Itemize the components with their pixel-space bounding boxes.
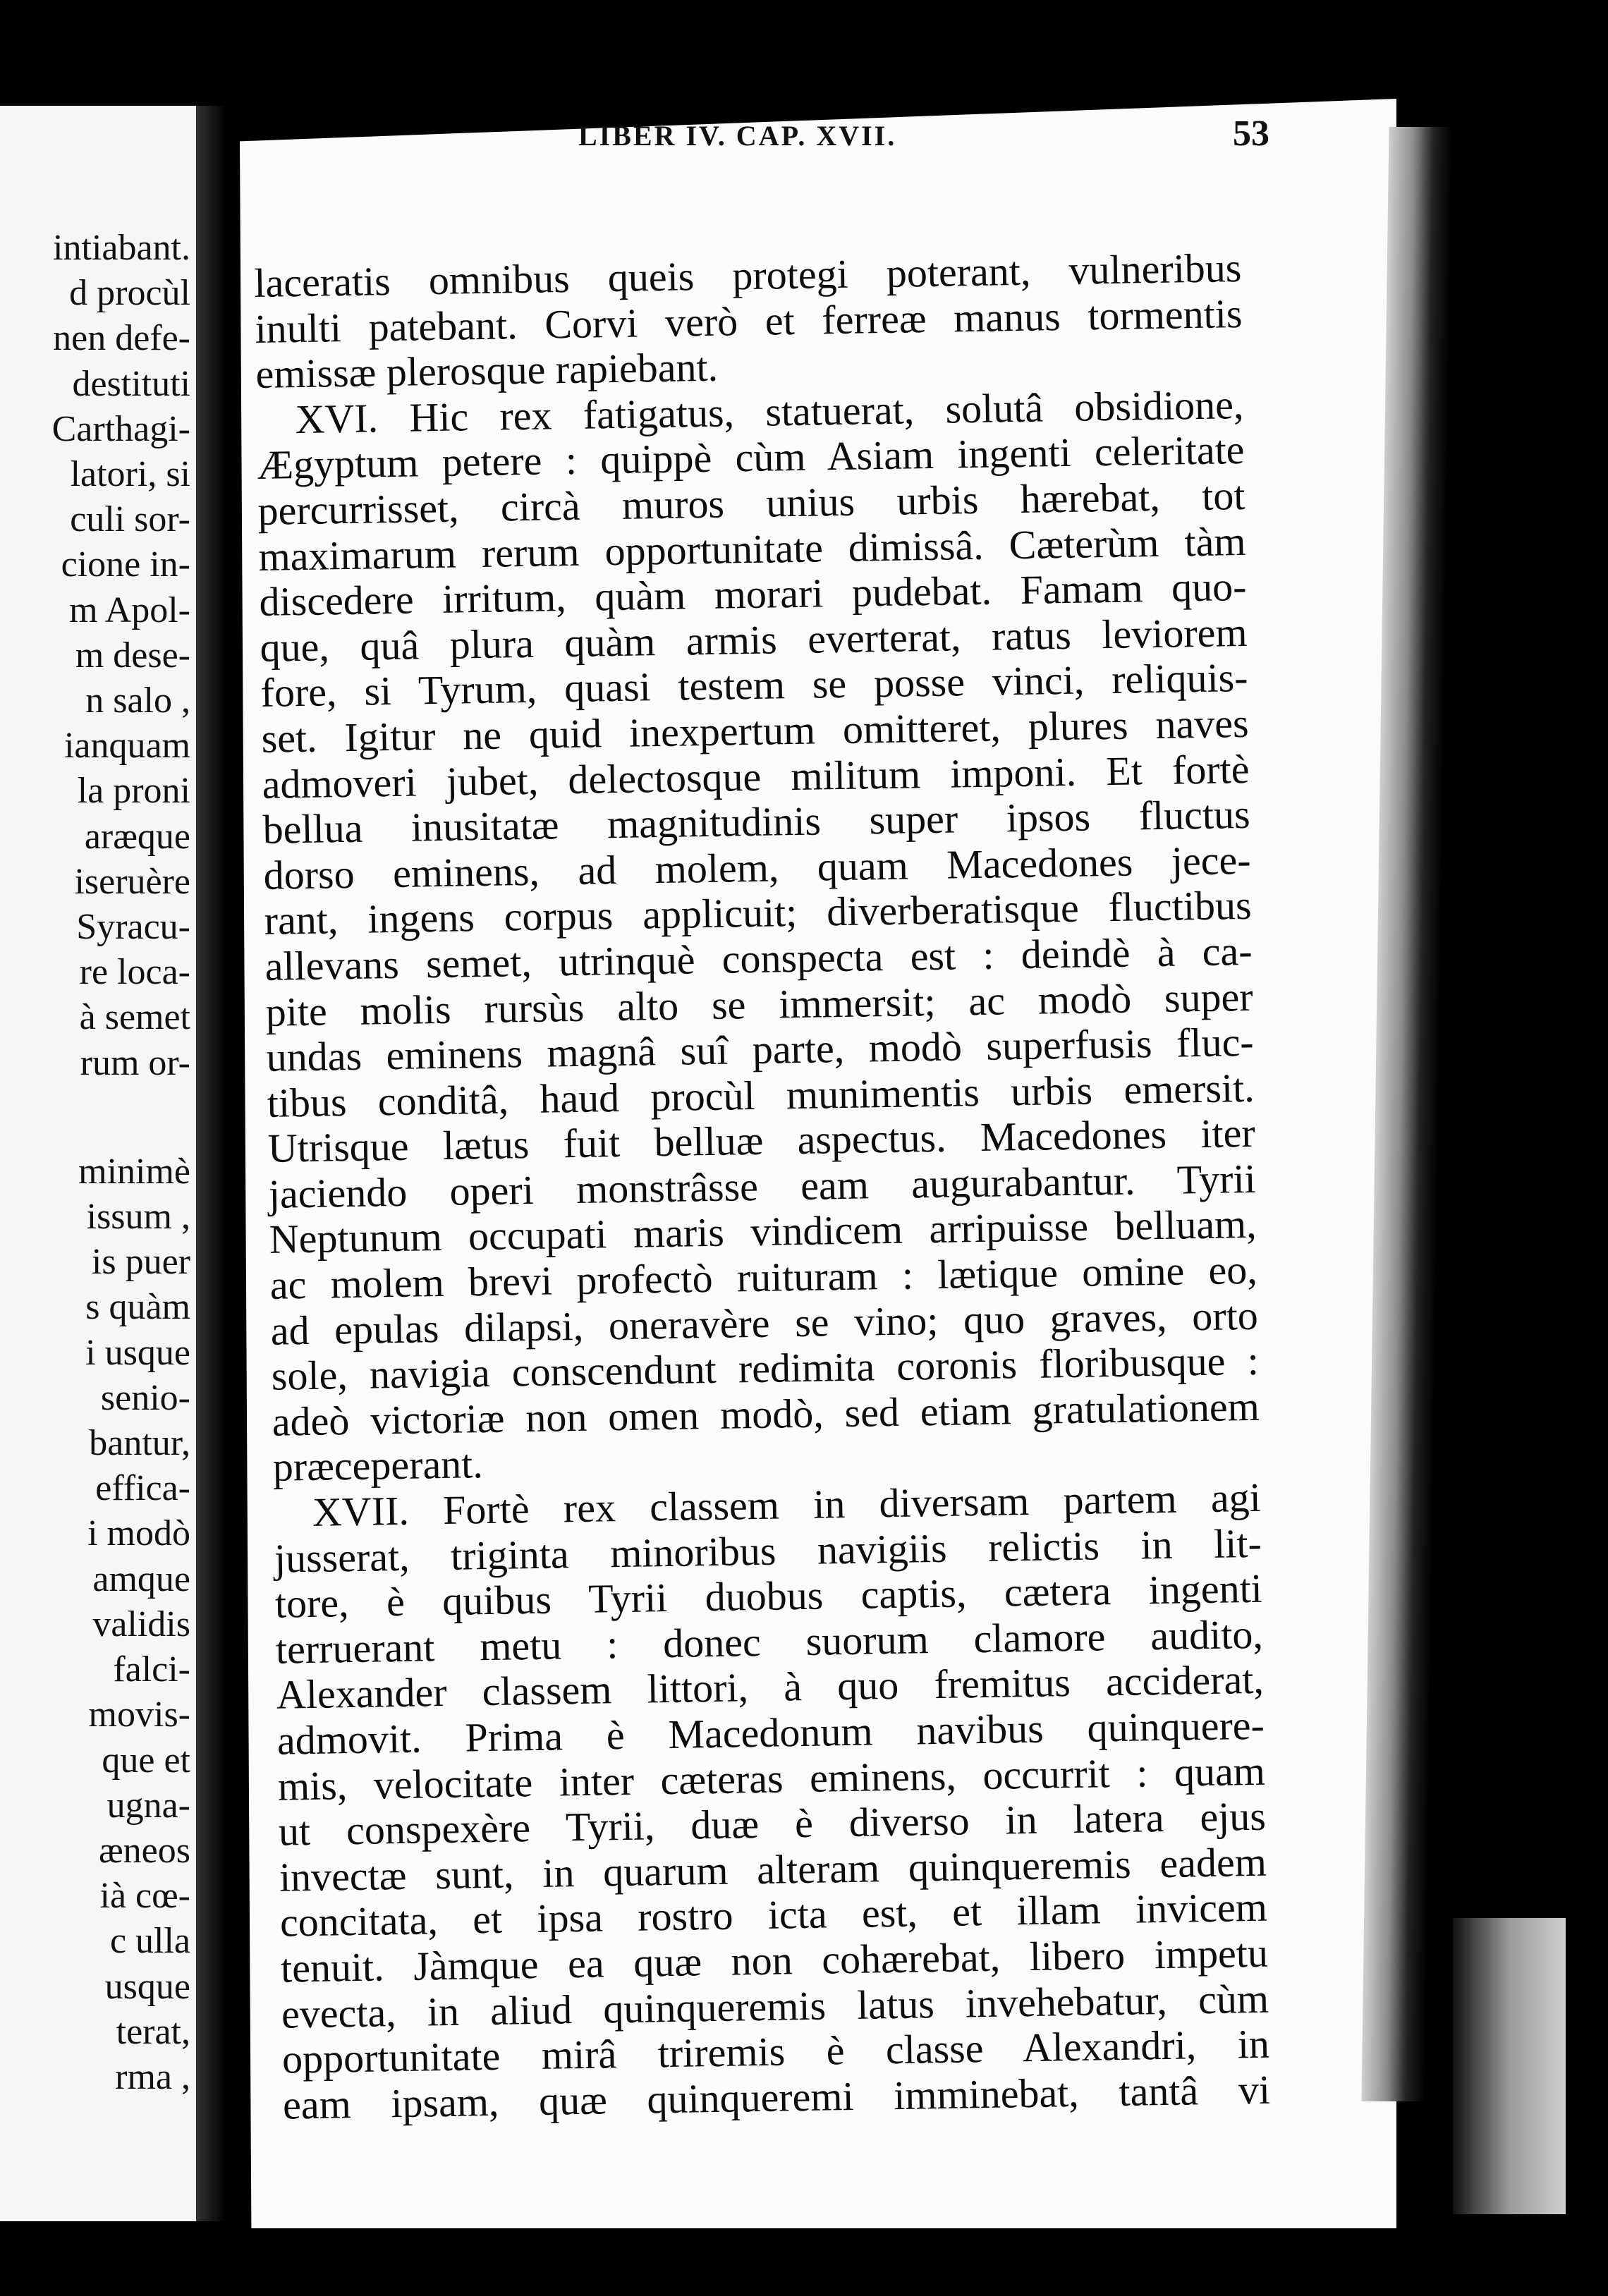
facing-page-line: validis bbox=[92, 1604, 190, 1644]
facing-page-line: aræque bbox=[84, 816, 190, 857]
text-line: terruerant metu : donec suorum clamore audito, bbox=[275, 1611, 1264, 1673]
text-line: pite molis rursùs alto se immersit; ac modò super bbox=[265, 973, 1254, 1035]
text-line: dorso eminens, ad molem, quam Macedones jece- bbox=[263, 836, 1252, 898]
text-line: concitata, et ipsa rostro icta est, et illam invicem bbox=[279, 1884, 1268, 1946]
facing-page-line: senio- bbox=[100, 1377, 190, 1418]
facing-page-line: culi sor- bbox=[70, 499, 190, 540]
facing-page-line: Syracu- bbox=[76, 907, 190, 948]
facing-page-line: amque bbox=[92, 1558, 190, 1599]
facing-page-line: s quàm bbox=[85, 1287, 190, 1328]
text-line: emissæ plerosque rapiebant. bbox=[255, 343, 719, 398]
facing-page-line: i modò bbox=[87, 1513, 190, 1554]
facing-page-line: n salo , bbox=[85, 680, 190, 721]
text-line: opportunitate mirâ triremis è classe Alexandri, in bbox=[281, 2020, 1270, 2082]
text-line: que, quâ plura quàm armis everterat, ratus leviorem bbox=[260, 609, 1248, 671]
text-line: Neptunum occupati maris vindicem arripuisse belluam, bbox=[269, 1201, 1257, 1263]
text-line: Alexander classem littori, à quo fremitus acciderat, bbox=[276, 1656, 1265, 1718]
facing-page-line: re loca- bbox=[79, 952, 190, 993]
text-line: percurrisset, circà muros unius urbis hærebat, tot bbox=[257, 472, 1245, 534]
facing-page-line: ugna- bbox=[106, 1785, 190, 1826]
text-line: ad epulas dilapsi, oneravère se vino; quo graves, orto bbox=[270, 1292, 1259, 1354]
facing-page-line: ianquam bbox=[63, 726, 190, 767]
page-header bbox=[331, 113, 1269, 190]
text-line: tibus conditâ, haud procùl munimentis urbis emersit. bbox=[267, 1064, 1255, 1126]
facing-page-line: terat, bbox=[116, 2011, 190, 2052]
text-line: sole, navigia conscendunt redimita coronis floribusque : bbox=[271, 1338, 1260, 1400]
text-line: Ægyptum petere : quippè cùm Asiam ingenti celeritate bbox=[257, 427, 1245, 489]
text-line: inulti patebant. Corvi verò et ferreæ manus tormentis bbox=[254, 290, 1243, 352]
facing-page-line: issum , bbox=[86, 1197, 190, 1238]
text-line: adeò victoriæ non omen modò, sed etiam gratulationem bbox=[272, 1383, 1260, 1445]
text-line: tenuit. Jàmque ea quæ non cohærebat, libero impetu bbox=[280, 1929, 1269, 1991]
text-line: eam ipsam, quæ quinqueremi imminebat, tantâ vi bbox=[282, 2066, 1271, 2128]
text-line: admoveri jubet, delectosque militum imponi. Et fortè bbox=[262, 745, 1250, 807]
text-line: invectæ sunt, in quarum alteram quinqueremis eadem bbox=[279, 1838, 1267, 1900]
running-head: LIBER IV. CAP. XVII. bbox=[578, 120, 897, 152]
body-text bbox=[254, 245, 1270, 2128]
facing-page-line: rma , bbox=[115, 2056, 190, 2097]
text-line: evecta, in aliud quinqueremis latus invehebatur, cùm bbox=[281, 1975, 1269, 2037]
facing-page-text bbox=[52, 226, 190, 2100]
text-line: laceratis omnibus queis protegi poterant, vulneribus bbox=[253, 245, 1242, 306]
text-line: tore, è quibus Tyrii duobus captis, cætera ingenti bbox=[274, 1565, 1263, 1627]
book-gutter bbox=[196, 106, 245, 2221]
facing-page-line: usque bbox=[104, 1966, 190, 2007]
facing-page-line: m Apol- bbox=[69, 590, 190, 630]
facing-page-gap bbox=[52, 1086, 190, 1149]
facing-page-line: bantur, bbox=[89, 1423, 190, 1464]
facing-page-line: Carthagi- bbox=[51, 408, 190, 449]
text-line: XVII. Fortè rex classem in diversam partem agi bbox=[312, 1474, 1262, 1535]
text-line: discedere irritum, quàm morari pudebat. Famam quo- bbox=[259, 563, 1247, 625]
facing-page-line: d procùl bbox=[69, 273, 190, 314]
page-edges-bottom bbox=[1453, 1918, 1566, 2214]
text-line: mis, velocitate inter cæteras eminens, occurrit : quam bbox=[277, 1747, 1266, 1809]
facing-page-line: à semet bbox=[79, 997, 190, 1038]
text-line: ut conspexère Tyrii, duæ è diverso in latera ejus bbox=[278, 1793, 1267, 1855]
text-line: maximarum rerum opportunitate dimissâ. Cæterùm tàm bbox=[258, 518, 1246, 580]
facing-page-line: latori, si bbox=[70, 454, 190, 495]
text-line: ac molem brevi profectò ruituram : lætique omine eo, bbox=[269, 1246, 1258, 1308]
text-line: allevans semet, utrinquè conspecta est : deindè à ca- bbox=[264, 927, 1253, 989]
text-line: jusserat, triginta minoribus navigiis relictis in lit- bbox=[274, 1520, 1262, 1582]
facing-page-line: m dese- bbox=[75, 635, 190, 676]
facing-page-line: nen defe- bbox=[53, 318, 190, 359]
page-number: 53 bbox=[1233, 114, 1269, 154]
facing-page-line: minimè bbox=[78, 1151, 190, 1192]
text-line: XVI. Hic rex fatigatus, statuerat, solutâ obsidione, bbox=[295, 381, 1244, 442]
text-line: admovit. Prima è Macedonum navibus quinquere- bbox=[276, 1702, 1265, 1764]
text-line: Utrisque lætus fuit belluæ aspectus. Macedones iter bbox=[267, 1110, 1256, 1172]
facing-page-line: cione in- bbox=[61, 544, 190, 585]
text-line: bellua inusitatæ magnitudinis super ipsos fluctus bbox=[262, 791, 1251, 853]
facing-page-line: ià cœ- bbox=[99, 1876, 190, 1917]
facing-page-line: i usque bbox=[85, 1332, 190, 1373]
facing-page-line: destituti bbox=[72, 363, 190, 404]
text-line: rant, ingens corpus applicuit; diverberatisque fluctibus bbox=[264, 882, 1253, 944]
facing-page-line: æneos bbox=[99, 1830, 190, 1871]
facing-page-line: c ulla bbox=[109, 1921, 190, 1962]
text-line: set. Igitur ne quid inexpertum omitteret, plures naves bbox=[261, 700, 1249, 762]
text-line: præceperant. bbox=[272, 1441, 484, 1491]
facing-page-line: is puer bbox=[91, 1242, 190, 1283]
text-line: undas eminens magnâ suî parte, modò superfusis fluc- bbox=[266, 1018, 1255, 1080]
facing-page-line: la proni bbox=[77, 771, 190, 812]
text-line: jaciendo operi monstrâsse eam augurabantur. Tyrii bbox=[268, 1155, 1257, 1217]
facing-page-line: que et bbox=[102, 1740, 190, 1781]
facing-page-line: iseruère bbox=[74, 861, 190, 902]
facing-page-line: movis- bbox=[88, 1694, 190, 1735]
facing-page bbox=[0, 106, 197, 2221]
facing-page-line: falci- bbox=[113, 1649, 190, 1690]
facing-page-line: intiabant. bbox=[53, 228, 190, 268]
text-line: fore, si Tyrum, quasi testem se posse vinci, reliquis- bbox=[260, 654, 1248, 716]
facing-page-line: rum or- bbox=[80, 1042, 190, 1083]
facing-page-line: effica- bbox=[95, 1468, 190, 1509]
